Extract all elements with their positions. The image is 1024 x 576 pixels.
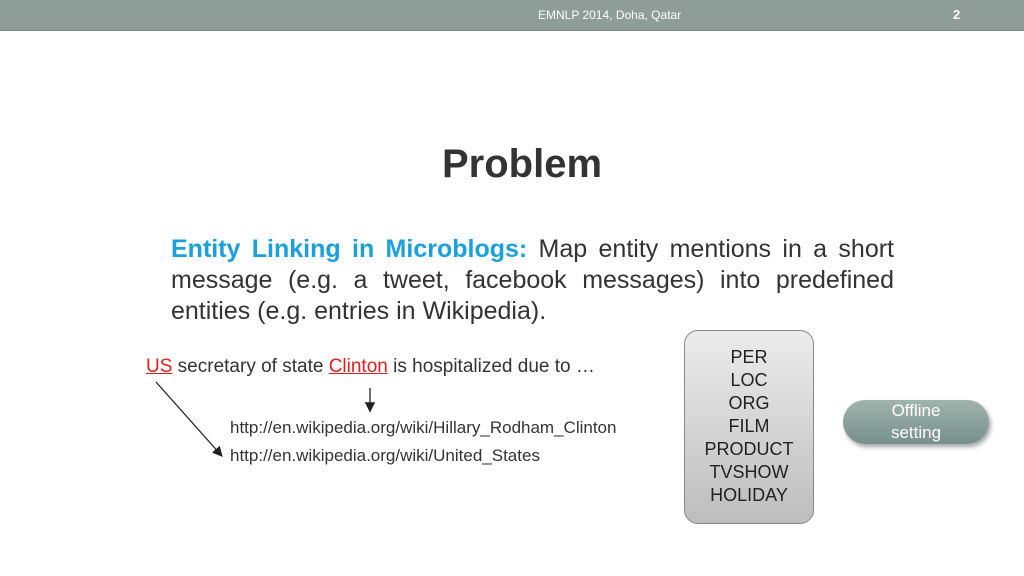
definition-body: Map entity mentions in a short message (e.g. a tweet, facebook messages) into predefined entities (e.g. entries in Wikipedia).: [171, 235, 894, 325]
entity-type-per: PER: [730, 347, 768, 367]
sentence-middle: secretary of state: [172, 356, 329, 377]
entity-type-film: FILM: [728, 416, 770, 436]
conference-label: EMNLP 2014, Doha, Qatar: [538, 8, 682, 22]
arrow-us: [156, 382, 221, 455]
offline-setting-button[interactable]: [843, 400, 989, 444]
url-clinton: http://en.wikipedia.org/wiki/Hillary_Rodham_Clinton: [230, 418, 617, 437]
entity-type-holiday: HOLIDAY: [710, 485, 788, 505]
url-united-states: http://en.wikipedia.org/wiki/United_States: [230, 446, 540, 465]
definition-lead: Entity Linking in Microblogs:: [171, 235, 528, 263]
entity-type-tvshow: TVSHOW: [709, 462, 789, 482]
slide-title: Problem: [441, 142, 603, 186]
entity-type-product: PRODUCT: [704, 439, 794, 459]
page-number: 2: [953, 7, 961, 22]
mention-clinton: Clinton: [328, 356, 388, 377]
sentence-tail: is hospitalized due to …: [387, 356, 595, 377]
entity-types-box: [684, 330, 814, 524]
mention-us: US: [146, 356, 173, 377]
offline-label: Offline: [891, 401, 941, 420]
entity-type-org: ORG: [728, 393, 770, 413]
setting-label: setting: [890, 423, 942, 442]
entity-type-loc: LOC: [730, 370, 768, 390]
